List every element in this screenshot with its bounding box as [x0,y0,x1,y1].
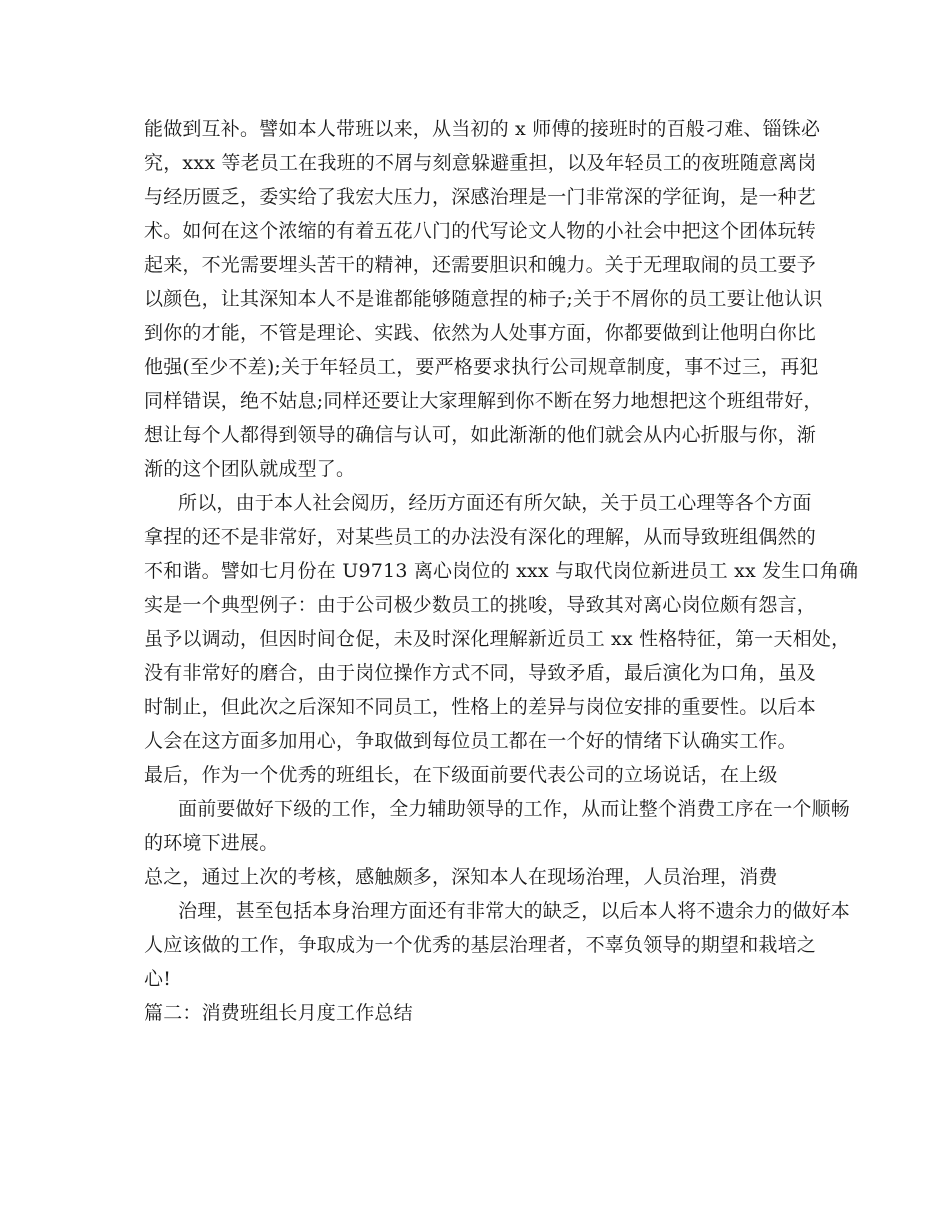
text-line: 时制止，但此次之后深知不同员工，性格上的差异与岗位安排的重要性。以后本 [144,696,817,718]
text-line: 虽予以调动，但因时间仓促，未及时深化理解新近员工 xx 性格特征，第一天相处， [144,628,851,650]
text-line: 到你的才能，不管是理论、实践、依然为人处事方面，你都要做到让他明白你比 [144,322,817,344]
text-line: 他强(至少不差);关于年轻员工，要严格要求执行公司规章制度，事不过三，再犯 [144,356,819,378]
text-line: 人会在这方面多加用心，争取做到每位员工都在一个好的情绪下认确实工作。 [144,730,797,752]
text-line: 想让每个人都得到领导的确信与认可，如此渐渐的他们就会从内心折服与你，渐 [144,424,817,446]
text-line: 究，xxx 等老员工在我班的不屑与刻意躲避重担，以及年轻员工的夜班随意离岗 [144,152,817,174]
text-line: 篇二：消费班组长月度工作总结 [144,1002,413,1024]
text-line: 术。如何在这个浓缩的有着五花八门的代写论文人物的小社会中把这个团体玩转 [144,220,817,242]
text-line: 与经历匮乏，委实给了我宏大压力，深感治理是一门非常深的学征询，是一种艺 [144,186,817,208]
text-line: 实是一个典型例子：由于公司极少数员工的挑唆，导致其对离心岗位颇有怨言， [144,594,817,616]
paragraph-start-line: 面前要做好下级的工作，全力辅助领导的工作，从而让整个消费工序在一个顺畅 [178,798,851,820]
text-line: 总之，通过上次的考核，感触颇多，深知本人在现场治理，人员治理，消费 [144,866,778,888]
text-line: 渐的这个团队就成型了。 [144,458,356,480]
paragraph-start-line: 治理，甚至包括本身治理方面还有非常大的缺乏，以后本人将不遗余力的做好本 [178,900,851,922]
text-line: 能做到互补。譬如本人带班以来，从当初的 x 师傅的接班时的百般刁难、锱铢必 [144,118,821,140]
text-line: 没有非常好的磨合，由于岗位操作方式不同，导致矛盾，最后演化为口角，虽及 [144,662,817,684]
text-line: 同样错误，绝不姑息;同样还要让大家理解到你不断在努力地想把这个班组带好， [144,390,823,412]
text-line: 人应该做的工作，争取成为一个优秀的基层治理者，不辜负领导的期望和栽培之 [144,934,817,956]
text-line: 不和谐。譬如七月份在 U9713 离心岗位的 xxx 与取代岗位新进员工 xx 发生口角确 [144,560,859,582]
text-line: 起来，不光需要埋头苦干的精神，还需要胆识和魄力。关于无理取闹的员工要予 [144,254,817,276]
paragraph-start-line: 所以，由于本人社会阅历，经历方面还有所欠缺，关于员工心理等各个方面 [178,492,812,514]
text-line: 心! [144,968,172,990]
text-line: 最后，作为一个优秀的班组长，在下级面前要代表公司的立场说话，在上级 [144,764,778,786]
text-line: 的环境下进展。 [144,832,279,854]
text-line: 以颜色，让其深知本人不是谁都能够随意捏的柿子;关于不屑你的员工要让他认识 [144,288,823,310]
text-line: 拿捏的还不是非常好，对某些员工的办法没有深化的理解，从而导致班组偶然的 [144,526,817,548]
